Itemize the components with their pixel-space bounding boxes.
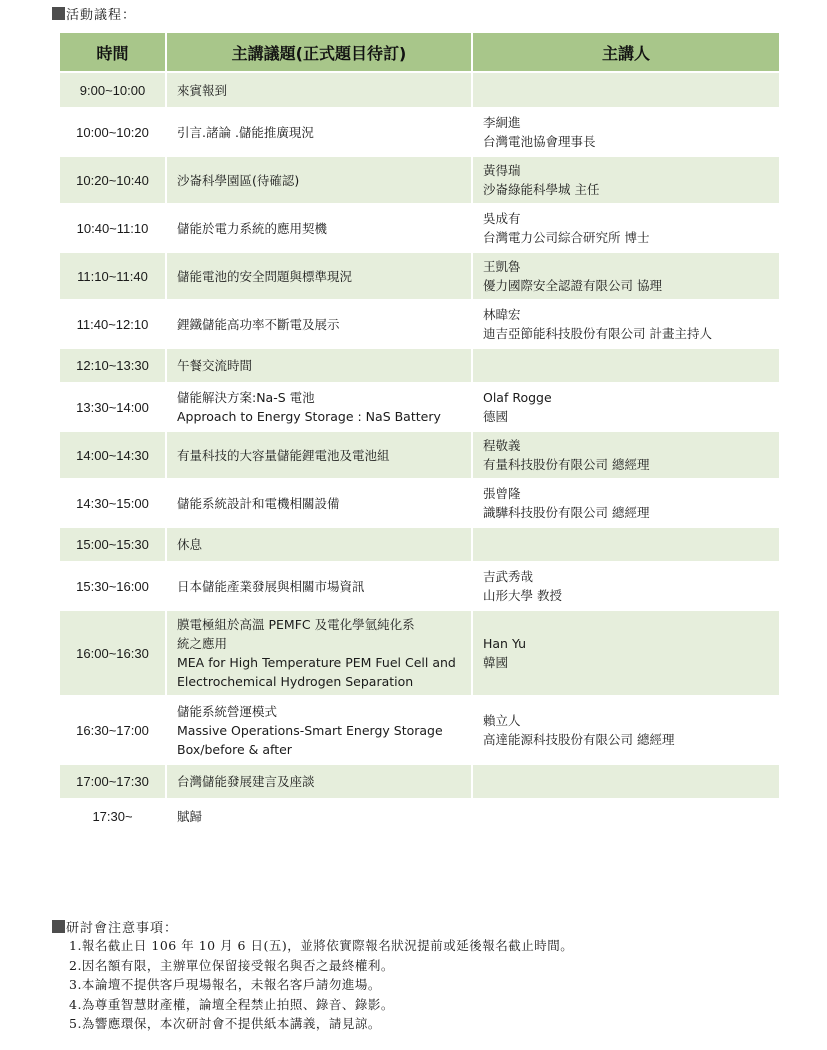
- agenda-body: [60, 73, 779, 835]
- row-time: 10:00~10:20: [60, 109, 167, 157]
- row-topic: [167, 563, 473, 611]
- row-speaker: [473, 73, 779, 109]
- row-topic: [167, 349, 473, 384]
- row-topic: [167, 253, 473, 301]
- row-speaker: [473, 697, 779, 765]
- row-topic: [167, 611, 473, 697]
- row-time: 17:30~: [60, 800, 167, 835]
- agenda-row: [60, 157, 779, 205]
- row-topic: [167, 697, 473, 765]
- row-speaker: [473, 205, 779, 253]
- speaker-affiliation: 有量科技股份有限公司 總經理: [483, 457, 650, 472]
- topic-line: 日本儲能產業發展與相關市場資訊: [177, 578, 365, 594]
- agenda-row: [60, 800, 779, 835]
- notes-item: 1.報名截止日 106 年 10 月 6 日(五)，並將依實際報名狀況提前或延後報名截止時間。: [69, 938, 574, 953]
- notes-item: 4.為尊重智慧財產權，論壇全程禁止拍照、錄音、錄影。: [69, 996, 394, 1012]
- row-speaker: [473, 611, 779, 697]
- speaker-affiliation: 迪吉亞節能科技股份有限公司 計畫主持人: [483, 326, 712, 341]
- topic-line: 儲能系統設計和電機相關設備: [177, 495, 340, 511]
- topic-line: 引言.諸論 .儲能推廣現況: [177, 124, 314, 140]
- topic-line: 鋰鐵儲能高功率不斷電及展示: [177, 316, 340, 332]
- speaker-name: 王凱魯: [483, 259, 521, 274]
- notes-title: [52, 916, 772, 936]
- row-time: 16:00~16:30: [60, 611, 167, 697]
- row-time: 11:40~12:10: [60, 301, 167, 349]
- row-topic: [167, 432, 473, 480]
- speaker-name: 吉武秀哉: [483, 569, 534, 584]
- agenda-row: [60, 301, 779, 349]
- speaker-name: 李絅進: [483, 115, 521, 130]
- agenda-header-row: [60, 33, 779, 73]
- row-speaker: [473, 480, 779, 528]
- topic-line: Electrochemical Hydrogen Separation: [177, 674, 414, 689]
- row-topic: [167, 205, 473, 253]
- notes-title-text: 研討會注意事項：: [66, 920, 179, 936]
- topic-line: Box/before & after: [177, 741, 292, 757]
- row-topic: [167, 157, 473, 205]
- notes-list: [52, 936, 772, 1034]
- topic-line: 台灣儲能發展建言及座談: [177, 774, 315, 789]
- topic-line: 午餐交流時間: [177, 358, 253, 373]
- row-topic: [167, 73, 473, 109]
- agenda-row: [60, 349, 779, 384]
- row-speaker: [473, 157, 779, 205]
- row-speaker: [473, 384, 779, 432]
- topic-line: 沙崙科學園區(待確認): [177, 172, 300, 188]
- notes-item: 2.因名額有限，主辦單位保留接受報名與否之最終權利。: [69, 957, 394, 973]
- topic-line: MEA for High Temperature PEM Fuel Cell and: [177, 655, 456, 670]
- speaker-name: 黃得瑞: [483, 163, 521, 178]
- header-topic: 主講議題(正式題目待訂): [167, 33, 473, 73]
- row-time: 10:20~10:40: [60, 157, 167, 205]
- agenda-row: [60, 611, 779, 697]
- topic-line: 儲能電池的安全問題與標準現況: [177, 268, 353, 284]
- agenda-row: [60, 480, 779, 528]
- row-topic: [167, 765, 473, 800]
- agenda-row: [60, 384, 779, 432]
- square-bullet-icon: [52, 7, 65, 20]
- row-speaker: [473, 800, 779, 835]
- row-topic: [167, 109, 473, 157]
- topic-line: 儲能系統營運模式: [177, 703, 278, 719]
- row-time: 13:30~14:00: [60, 384, 167, 432]
- agenda-row: [60, 109, 779, 157]
- row-time: 17:00~17:30: [60, 765, 167, 800]
- row-time: 14:30~15:00: [60, 480, 167, 528]
- speaker-name: 張曾隆: [483, 486, 521, 501]
- speaker-affiliation: 台灣電池協會理事長: [483, 134, 596, 149]
- speaker-affiliation: 德國: [483, 409, 509, 424]
- topic-line: 休息: [177, 537, 203, 552]
- row-time: 15:00~15:30: [60, 528, 167, 563]
- row-speaker: [473, 109, 779, 157]
- agenda-section-title: [52, 3, 136, 23]
- row-time: 10:40~11:10: [60, 205, 167, 253]
- agenda-row: [60, 253, 779, 301]
- topic-line: Massive Operations-Smart Energy Storage: [177, 722, 443, 738]
- topic-line: 來賓報到: [177, 82, 228, 98]
- square-bullet-icon: [52, 920, 65, 933]
- header-speaker: 主講人: [473, 33, 779, 73]
- agenda-section-title-text: 活動議程：: [66, 7, 137, 23]
- notes-item: 3.本論壇不提供客戶現場報名，未報名客戶請勿進場。: [69, 977, 381, 992]
- agenda-row: [60, 765, 779, 800]
- agenda-row: [60, 563, 779, 611]
- row-topic: [167, 301, 473, 349]
- agenda-row: [60, 205, 779, 253]
- speaker-affiliation: 韓國: [483, 655, 509, 670]
- topic-line: 儲能於電力系統的應用契機: [177, 220, 328, 236]
- header-time: 時間: [60, 33, 167, 73]
- topic-line: 膜電極組於高溫 PEMFC 及電化學氫純化系: [177, 617, 415, 632]
- speaker-name: Han Yu: [483, 636, 527, 651]
- agenda-row: [60, 697, 779, 765]
- agenda-row: [60, 528, 779, 563]
- row-time: 9:00~10:00: [60, 73, 167, 109]
- topic-line: 統之應用: [177, 636, 228, 651]
- speaker-name: Olaf Rogge: [483, 390, 552, 405]
- row-speaker: [473, 528, 779, 563]
- row-time: 11:10~11:40: [60, 253, 167, 301]
- row-time: 15:30~16:00: [60, 563, 167, 611]
- speaker-affiliation: 台灣電力公司綜合研究所 博士: [483, 230, 650, 245]
- topic-line: 有量科技的大容量儲能鋰電池及電池組: [177, 447, 390, 463]
- row-time: 14:00~14:30: [60, 432, 167, 480]
- speaker-name: 程敬義: [483, 438, 521, 453]
- row-topic: [167, 384, 473, 432]
- row-speaker: [473, 349, 779, 384]
- row-topic: [167, 480, 473, 528]
- speaker-affiliation: 優力國際安全認證有限公司 協理: [483, 278, 662, 293]
- row-speaker: [473, 253, 779, 301]
- agenda-table: [60, 33, 779, 835]
- row-speaker: [473, 563, 779, 611]
- row-time: 16:30~17:00: [60, 697, 167, 765]
- speaker-affiliation: 識驊科技股份有限公司 總經理: [483, 505, 650, 520]
- speaker-name: 賴立人: [483, 713, 521, 728]
- row-topic: [167, 528, 473, 563]
- row-topic: [167, 800, 473, 835]
- agenda-row: [60, 73, 779, 109]
- row-time: 12:10~13:30: [60, 349, 167, 384]
- topic-line: 賦歸: [177, 809, 203, 824]
- topic-line: 儲能解決方案:Na-S 電池: [177, 390, 315, 405]
- speaker-affiliation: 山形大學 教授: [483, 588, 562, 603]
- notes-section: [52, 916, 772, 1034]
- speaker-name: 林暐宏: [483, 307, 521, 322]
- speaker-name: 吳成有: [483, 211, 521, 226]
- row-speaker: [473, 432, 779, 480]
- row-speaker: [473, 301, 779, 349]
- notes-item: 5.為響應環保，本次研討會不提供紙本講義，請見諒。: [69, 1016, 381, 1031]
- topic-line: Approach to Energy Storage : NaS Battery: [177, 409, 441, 424]
- speaker-affiliation: 沙崙綠能科學城 主任: [483, 182, 600, 197]
- row-speaker: [473, 765, 779, 800]
- agenda-row: [60, 432, 779, 480]
- speaker-affiliation: 高達能源科技股份有限公司 總經理: [483, 732, 675, 747]
